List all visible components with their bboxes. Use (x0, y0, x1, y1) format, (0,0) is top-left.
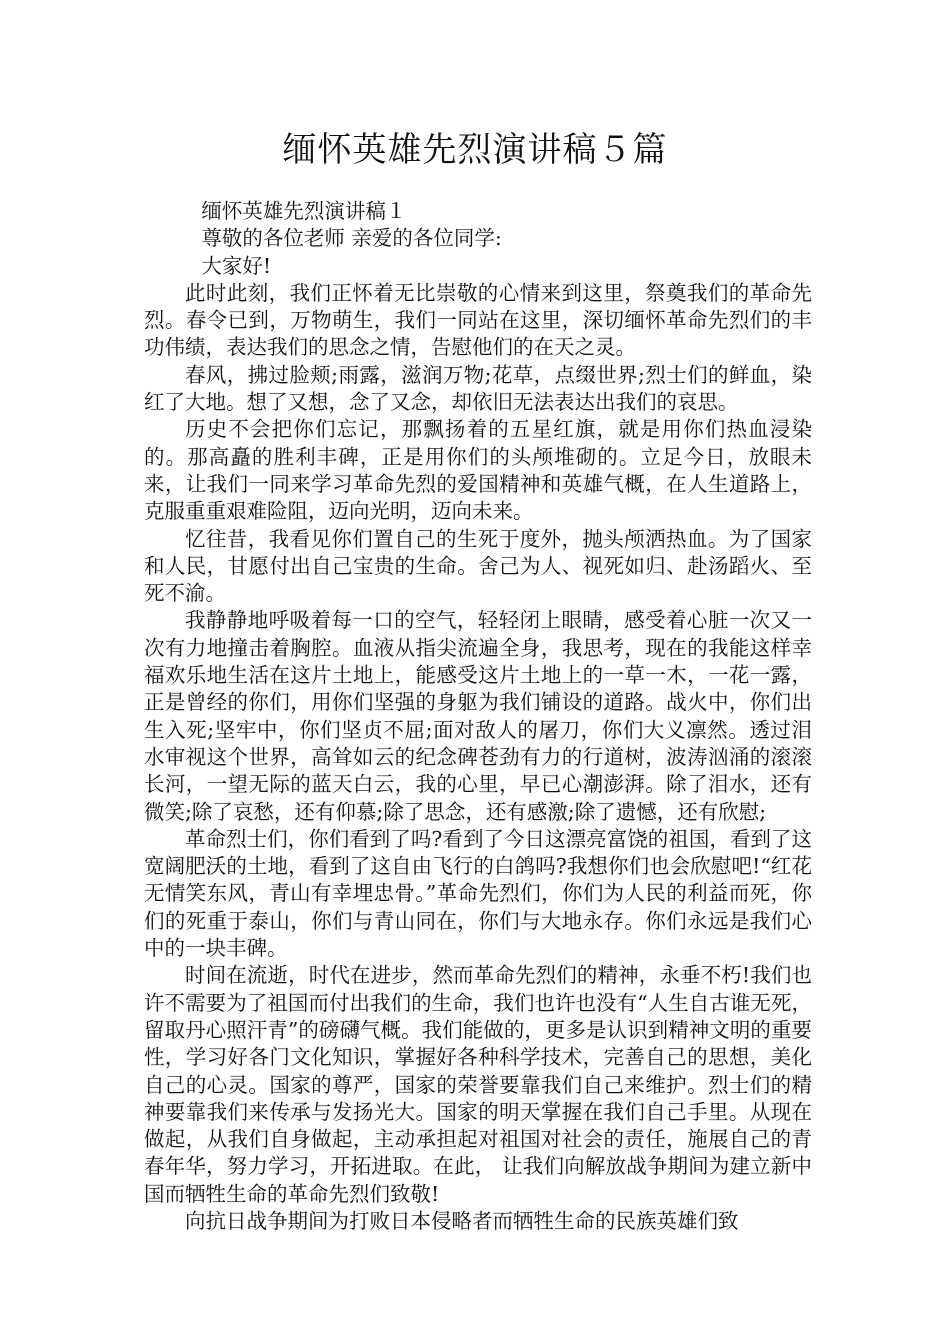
document-title: 缅怀英雄先烈演讲稿５篇 (282, 130, 668, 170)
paragraph: 时间在流逝，时代在进步，然而革命先烈们的精神，永垂不朽!我们也许不需要为了祖国而付出我们的生命，我们也许也没有“人生自古谁无死，留取丹心照汗青”的磅礴气概。我们能做的，更多是认识到精神文明的重要性，学习好各门文化知识，掌握好各种科学技术，完善自己的思想，美化自己的心灵。国家的尊严，国家的荣誉要靠我们自己来维护。烈士们的精神要靠我们来传承与发扬光大。国家的明天掌握在我们自己手里。从现在做起，从我们自身做起，主动承担起对祖国对社会的责任，施展自己的青春年华，努力学习，开拓进取。在此， 让我们向解放战争期间为建立新中国而牺牲生命的革命先烈们致敬! (144, 963, 812, 1206)
paragraph: 春风，拂过脸颊;雨露，滋润万物;花草，点缀世界;烈士们的鲜血，染红了大地。想了又想，念了又念，却依旧无法表达出我们的哀思。 (144, 362, 812, 415)
salutation: 尊敬的各位老师 亲爱的各位同学: (201, 226, 502, 251)
document-body (144, 198, 812, 1235)
paragraph: 向抗日战争期间为打败日本侵略者而牺牲生命的民族英雄们致 (185, 1208, 739, 1233)
paragraph: 我静静地呼吸着每一口的空气，轻轻闭上眼睛，感受着心脏一次又一次有力地撞击着胸腔。血液从指尖流遍全身，我思考，现在的我能这样幸福欢乐地生活在这片土地上，能感受这片土地上的一草一木，一花一露，正是曾经的你们，用你们坚强的身躯为我们铺设的道路。战火中，你们出生入死;坚牢中，你们坚贞不屈;面对敌人的屠刀，你们大义凛然。透过泪水审视这个世界，高耸如云的纪念碑苍劲有力的行道树，波涛汹涌的滚滚长河，一望无际的蓝天白云，我的心里，早已心潮澎湃。除了泪水，还有微笑;除了哀愁，还有仰慕;除了思念，还有感激;除了遗憾，还有欣慰; (144, 608, 812, 824)
paragraph: 历史不会把你们忘记，那飘扬着的五星红旗，就是用你们热血浸染的。那高矗的胜利丰碑，正是用你们的头颅堆砌的。立足今日，放眼未来，让我们一同来学习革命先烈的爱国精神和英雄气概，在人生道路上，克服重重艰难险阻，迈向光明，迈向未来。 (144, 417, 812, 524)
paragraph: 革命烈士们，你们看到了吗?看到了今日这漂亮富饶的祖国，看到了这宽阔肥沃的土地，看到了这自由飞行的白鸽吗?我想你们也会欣慰吧!“红花无情笑东风，青山有幸埋忠骨。”革命先烈们，你们为人民的利益而死，你们的死重于泰山，你们与青山同在，你们与大地永存。你们永远是我们心中的一块丰碑。 (144, 826, 812, 961)
paragraph: 此时此刻，我们正怀着无比崇敬的心情来到这里，祭奠我们的革命先烈。春令已到，万物萌生，我们一同站在这里，深切缅怀革命先烈们的丰功伟绩，表达我们的思念之情，告慰他们的在天之灵。 (144, 280, 812, 360)
greeting: 大家好! (201, 253, 272, 278)
paragraph: 忆往昔，我看见你们置自己的生死于度外，抛头颅洒热血。为了国家和人民，甘愿付出自己宝贵的生命。舍己为人、视死如归、赴汤蹈火、至死不渝。 (144, 526, 812, 606)
speech-subtitle: 缅怀英雄先烈演讲稿１ (201, 199, 407, 223)
